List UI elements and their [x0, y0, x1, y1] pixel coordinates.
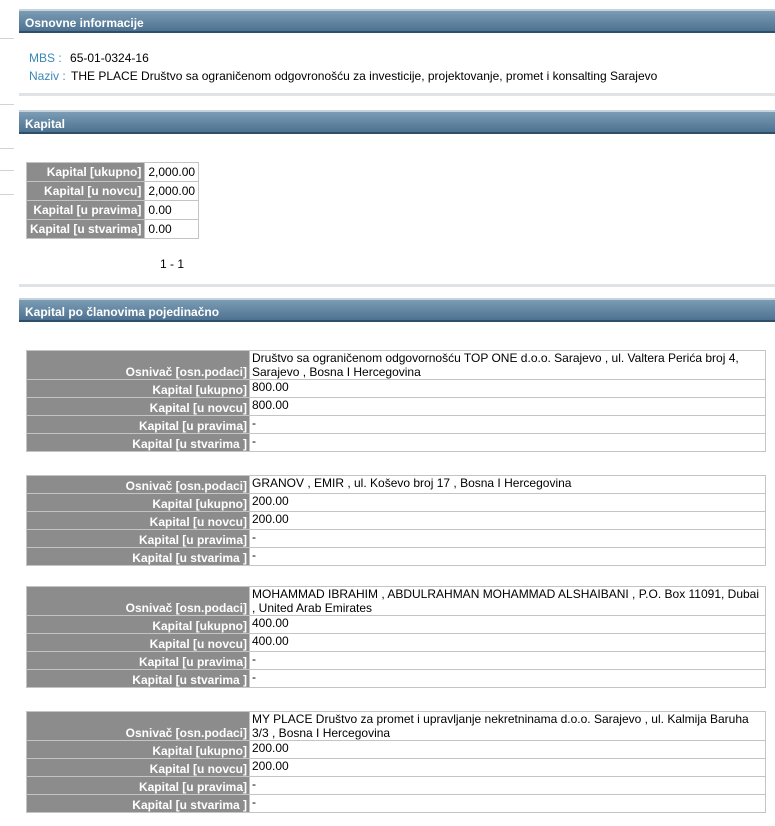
- capital-label: Kapital [u pravima]: [27, 530, 250, 548]
- capital-label: Kapital [u stvarima ]: [27, 670, 250, 688]
- table-row: [27, 712, 766, 741]
- section-separator: [19, 284, 775, 287]
- capital-label: Kapital [ukupno]: [27, 163, 145, 182]
- capital-label: Kapital [ukupno]: [27, 741, 250, 759]
- section-separator: [19, 93, 775, 96]
- member-capital-table: [26, 350, 766, 452]
- capital-label: Kapital [u pravima]: [27, 416, 250, 434]
- capital-value: 400.00: [250, 616, 766, 634]
- pagination-label: 1 - 1: [160, 257, 185, 271]
- table-row: [27, 398, 766, 416]
- capital-value: -: [250, 795, 766, 813]
- founder-label: Osnivač [osn.podaci]: [27, 351, 250, 380]
- table-row: [27, 163, 199, 182]
- capital-value: 200.00: [250, 741, 766, 759]
- capital-value: 2,000.00: [145, 163, 199, 182]
- section-header-basic-info: Osnovne informacije: [19, 9, 775, 33]
- capital-value: -: [250, 434, 766, 452]
- table-row: [27, 512, 766, 530]
- name-label: Naziv :: [29, 69, 66, 83]
- founder-value: Društvo sa ograničenom odgovornošću TOP ONE d.o.o. Sarajevo , ul. Valtera Perića broj 4, Sarajevo , Bosna I Hercegovina: [250, 351, 766, 380]
- divider: [0, 194, 14, 195]
- founder-value: MOHAMMAD IBRAHIM , ABDULRAHMAN MOHAMMAD ALSHAIBANI , P.O. Box 11091, Dubai , United Arab Emirates: [250, 587, 766, 616]
- table-row: [27, 494, 766, 512]
- capital-value: -: [250, 416, 766, 434]
- capital-label: Kapital [u pravima]: [27, 652, 250, 670]
- table-row: [27, 201, 199, 220]
- capital-label: Kapital [u novcu]: [27, 182, 145, 201]
- table-row: [27, 777, 766, 795]
- capital-value: -: [250, 670, 766, 688]
- table-row: [27, 652, 766, 670]
- table-row: [27, 670, 766, 688]
- table-row: [27, 587, 766, 616]
- name-value: THE PLACE Društvo sa ograničenom odgovronošću za investicije, projektovanje, promet i konsalting Sarajevo: [71, 69, 658, 83]
- table-row: [27, 182, 199, 201]
- founder-label: Osnivač [osn.podaci]: [27, 712, 250, 741]
- table-row: [27, 548, 766, 566]
- table-row: [27, 634, 766, 652]
- capital-label: Kapital [u novcu]: [27, 398, 250, 416]
- founder-label: Osnivač [osn.podaci]: [27, 587, 250, 616]
- table-row: [27, 741, 766, 759]
- capital-value: 0.00: [145, 220, 199, 239]
- table-row: [27, 416, 766, 434]
- mbs-row: [29, 51, 149, 65]
- capital-label: Kapital [u novcu]: [27, 759, 250, 777]
- capital-value: 0.00: [145, 201, 199, 220]
- member-capital-table: [26, 475, 766, 566]
- section-header-members-capital: Kapital po članovima pojedinačno: [19, 298, 775, 322]
- capital-label: Kapital [u stvarima ]: [27, 434, 250, 452]
- divider: [0, 170, 14, 171]
- founder-value: MY PLACE Društvo za promet i upravljanje nekretninama d.o.o. Sarajevo , ul. Kalmija Baruha 3/3 , Bosna I Hercegovina: [250, 712, 766, 741]
- founder-label: Osnivač [osn.podaci]: [27, 476, 250, 494]
- founder-value: GRANOV , EMIR , ul. Koševo broj 17 , Bosna I Hercegovina: [250, 476, 766, 494]
- table-row: [27, 476, 766, 494]
- table-row: [27, 759, 766, 777]
- capital-label: Kapital [u novcu]: [27, 634, 250, 652]
- capital-label: Kapital [ukupno]: [27, 380, 250, 398]
- table-row: [27, 795, 766, 813]
- table-row: [27, 616, 766, 634]
- mbs-label: MBS :: [29, 51, 62, 65]
- capital-value: 2,000.00: [145, 182, 199, 201]
- capital-value: 200.00: [250, 512, 766, 530]
- capital-table: [26, 162, 199, 239]
- capital-value: -: [250, 777, 766, 795]
- member-capital-table: [26, 711, 766, 813]
- capital-label: Kapital [u pravima]: [27, 201, 145, 220]
- divider: [0, 148, 14, 149]
- divider: [0, 104, 14, 105]
- capital-value: -: [250, 652, 766, 670]
- capital-label: Kapital [u stvarima ]: [27, 548, 250, 566]
- table-row: [27, 351, 766, 380]
- capital-value: 200.00: [250, 759, 766, 777]
- capital-value: 400.00: [250, 634, 766, 652]
- capital-label: Kapital [u novcu]: [27, 512, 250, 530]
- mbs-value: 65-01-0324-16: [70, 51, 149, 65]
- capital-label: Kapital [u pravima]: [27, 777, 250, 795]
- capital-value: 800.00: [250, 380, 766, 398]
- table-row: [27, 530, 766, 548]
- capital-value: 800.00: [250, 398, 766, 416]
- capital-label: Kapital [u stvarima]: [27, 220, 145, 239]
- table-row: [27, 380, 766, 398]
- member-capital-table: [26, 586, 766, 688]
- capital-label: Kapital [ukupno]: [27, 494, 250, 512]
- capital-value: -: [250, 548, 766, 566]
- capital-label: Kapital [ukupno]: [27, 616, 250, 634]
- capital-value: -: [250, 530, 766, 548]
- divider: [0, 38, 14, 39]
- section-header-capital: Kapital: [19, 110, 775, 134]
- capital-label: Kapital [u stvarima ]: [27, 795, 250, 813]
- table-row: [27, 434, 766, 452]
- name-row: [29, 69, 657, 83]
- table-row: [27, 220, 199, 239]
- capital-value: 200.00: [250, 494, 766, 512]
